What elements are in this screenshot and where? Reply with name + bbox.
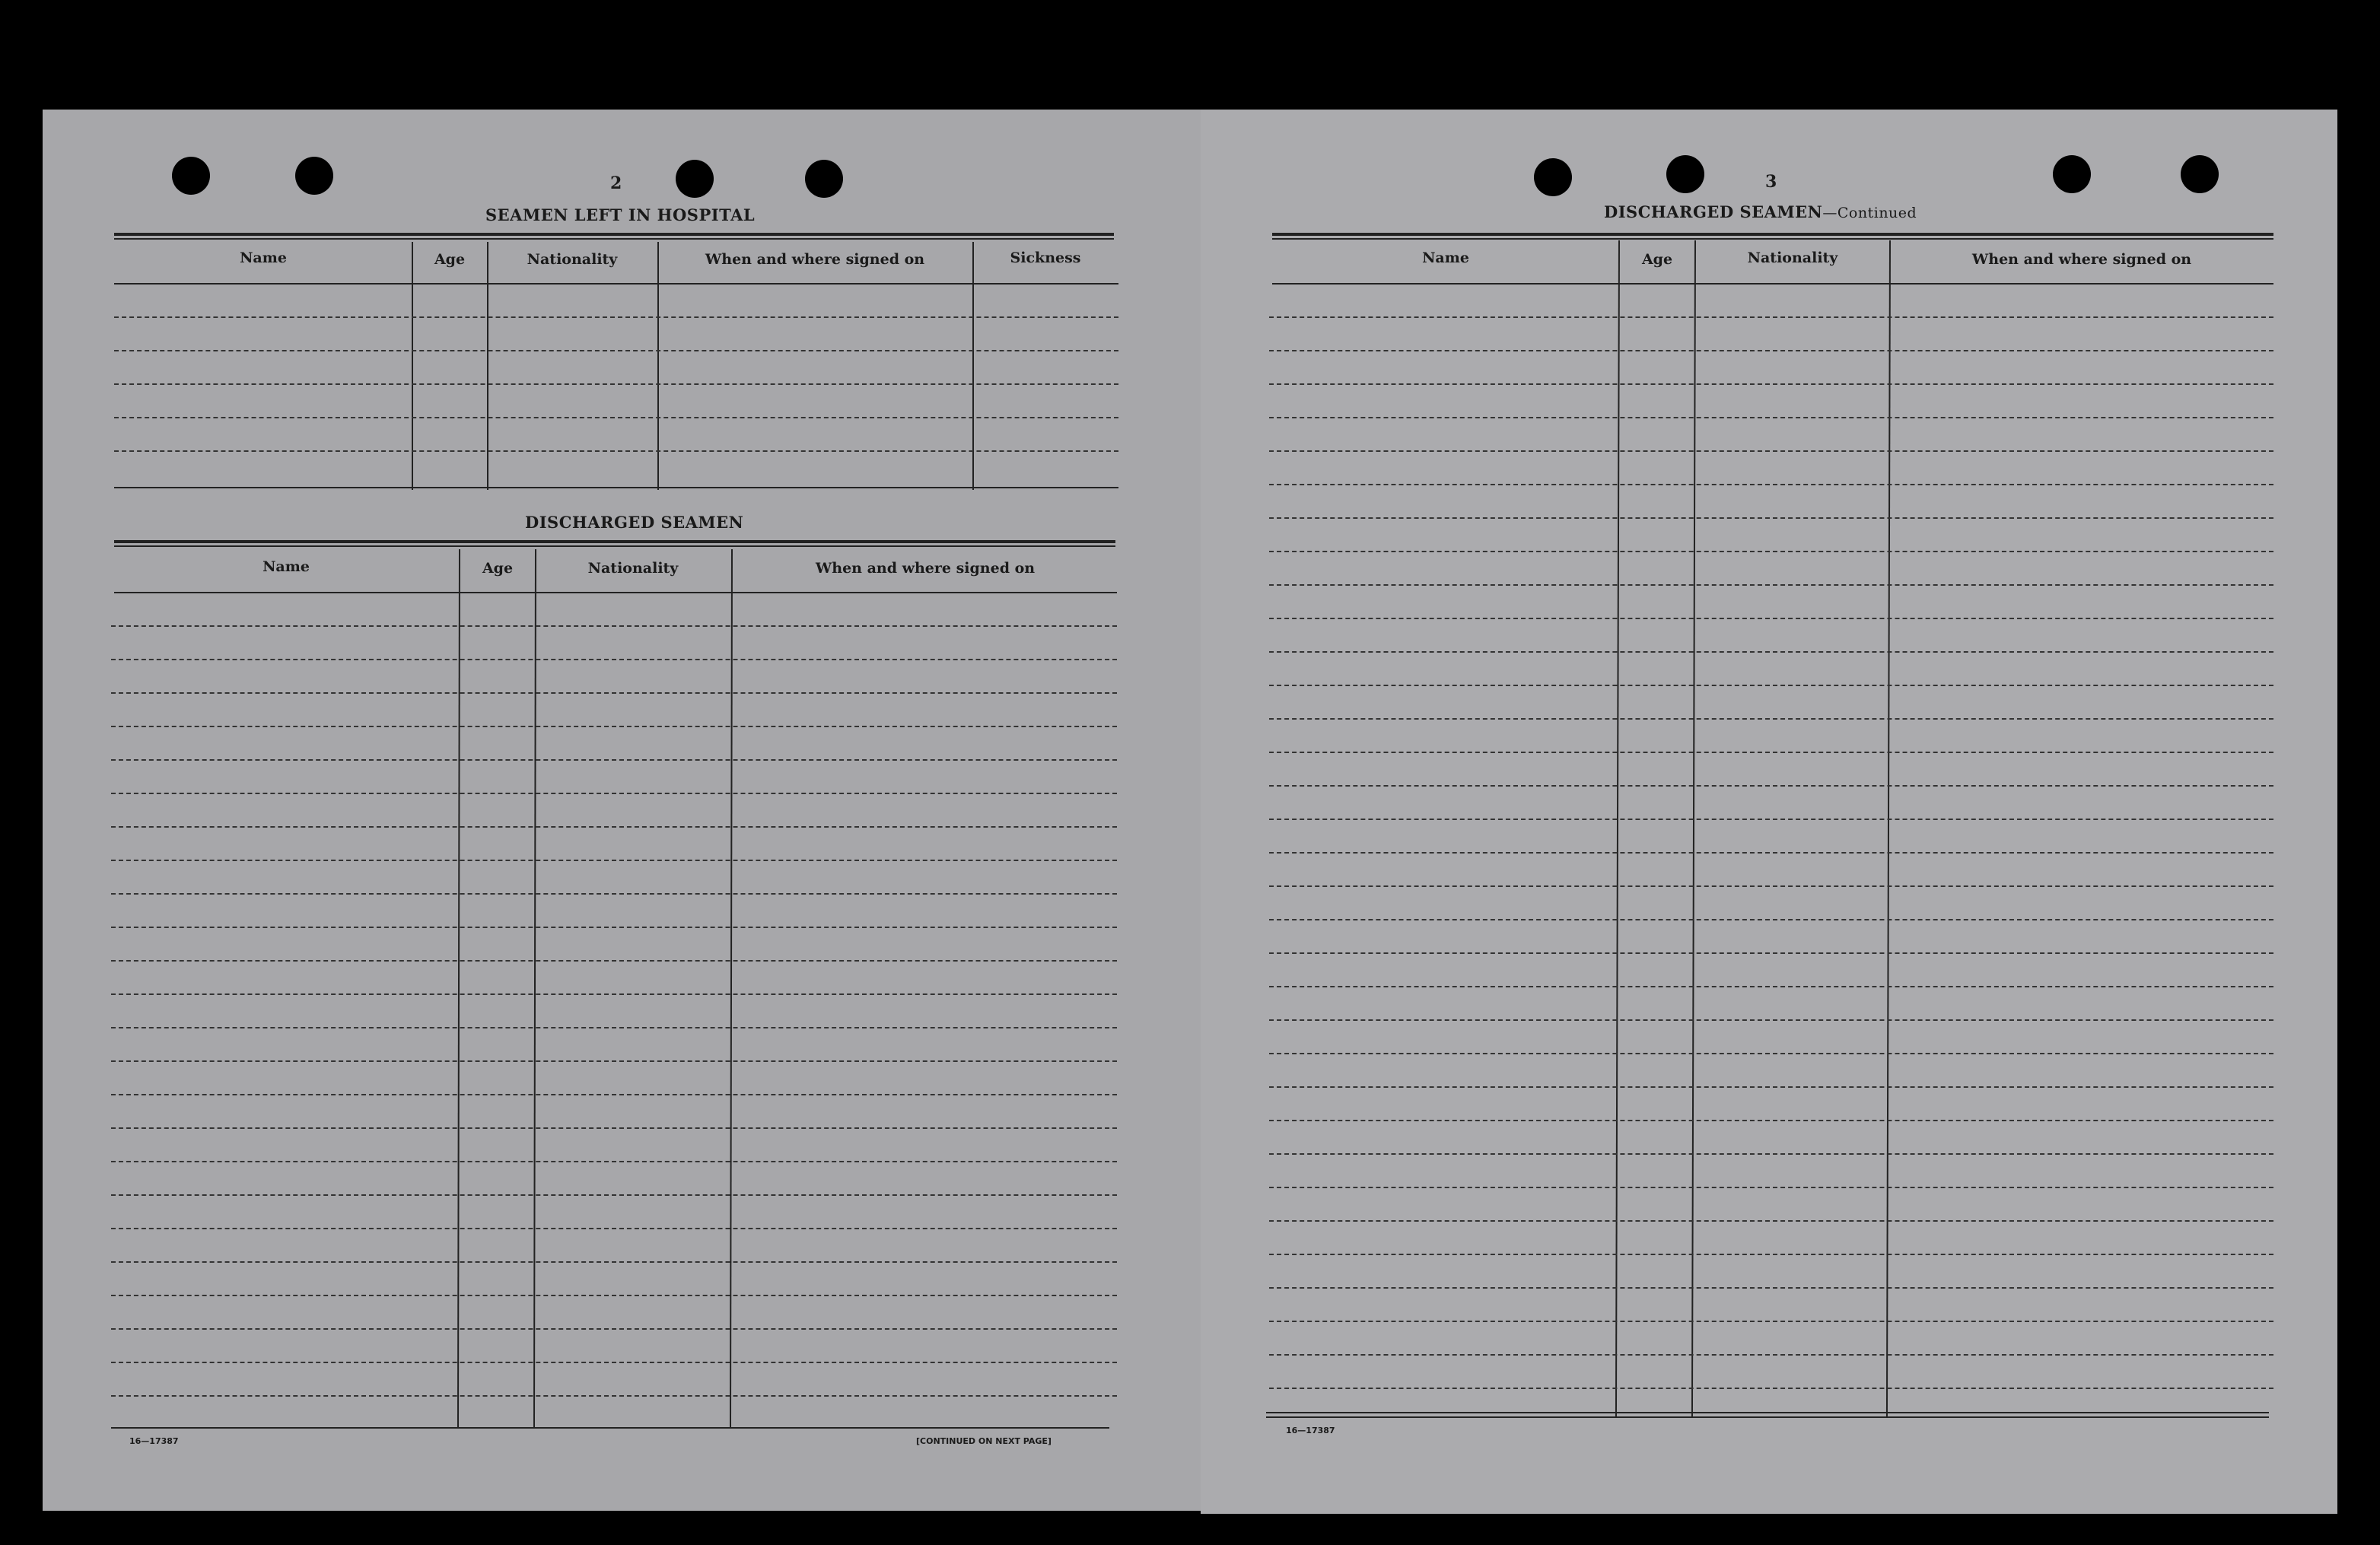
table-row	[111, 726, 1117, 727]
table-bottom-rule	[111, 1427, 1109, 1429]
table-row	[114, 450, 1118, 452]
table-row	[1269, 752, 2273, 753]
table-row	[114, 316, 1118, 318]
table-row	[111, 893, 1117, 895]
title-rule	[114, 238, 1114, 240]
form-number: 16—17387	[1286, 1426, 1335, 1435]
table-row	[1269, 383, 2273, 385]
punch-hole	[1534, 158, 1572, 196]
table-row	[1269, 618, 2273, 619]
header-rule	[1272, 283, 2273, 285]
column-divider	[487, 242, 488, 490]
table-row	[111, 625, 1117, 627]
page-number: 3	[1765, 172, 1777, 192]
header-rule	[114, 592, 1117, 593]
table-row	[1269, 986, 2273, 987]
table-row	[1269, 1388, 2273, 1389]
section-title-discharged-continued	[1604, 202, 1917, 221]
section-title-hospital: SEAMEN LEFT IN HOSPITAL	[485, 205, 756, 224]
table-row	[1269, 316, 2273, 318]
table-row	[1269, 517, 2273, 519]
table-row	[111, 1094, 1117, 1095]
title-rule	[114, 545, 1115, 547]
title-rule	[114, 540, 1115, 543]
table-row	[111, 826, 1117, 828]
punch-hole	[2181, 155, 2219, 193]
title-rule	[1272, 238, 2273, 240]
table-row	[111, 793, 1117, 794]
table-row	[1269, 417, 2273, 418]
table-row	[1269, 1187, 2273, 1188]
table-row	[1269, 584, 2273, 586]
punch-hole	[295, 157, 333, 195]
table-row	[111, 1362, 1117, 1363]
column-header-name: Name	[240, 250, 287, 266]
table-row	[111, 759, 1117, 761]
column-header-signed-on: When and where signed on	[705, 251, 925, 268]
table-row	[111, 1161, 1117, 1162]
table-row	[1269, 1120, 2273, 1121]
table-bottom-rule	[1266, 1412, 2269, 1413]
table-bottom-rule	[114, 487, 1118, 488]
column-header-nationality: Nationality	[587, 560, 679, 577]
table-row	[1269, 685, 2273, 686]
table-row	[1269, 819, 2273, 820]
header-rule	[114, 283, 1118, 285]
table-row	[1269, 919, 2273, 920]
table-row	[1269, 718, 2273, 720]
page-number: 2	[610, 173, 622, 193]
table-row	[1269, 1254, 2273, 1255]
punch-hole	[172, 157, 210, 195]
table-row	[1269, 1019, 2273, 1021]
title-rule	[1272, 233, 2273, 236]
form-number: 16—17387	[129, 1436, 179, 1446]
table-row	[111, 1127, 1117, 1129]
column-header-age: Age	[1641, 251, 1673, 268]
column-header-signed-on: When and where signed on	[815, 560, 1036, 577]
table-row	[114, 350, 1118, 351]
table-row	[1269, 1086, 2273, 1088]
table-row	[1269, 484, 2273, 485]
right-page	[1201, 110, 2337, 1514]
punch-hole	[2053, 155, 2091, 193]
table-row	[111, 927, 1117, 928]
table-row	[111, 993, 1117, 995]
table-row	[1269, 1287, 2273, 1289]
table-row	[1269, 1053, 2273, 1054]
left-page	[43, 110, 1201, 1511]
table-row	[1269, 350, 2273, 351]
table-row	[111, 659, 1117, 660]
table-row	[1269, 1153, 2273, 1155]
table-row	[111, 960, 1117, 962]
table-bottom-rule	[1266, 1416, 2269, 1418]
punch-hole	[1666, 155, 1704, 193]
column-header-age: Age	[434, 251, 466, 268]
table-row	[1269, 651, 2273, 653]
table-row	[111, 1261, 1117, 1263]
section-title-suffix: —Continued	[1822, 205, 1917, 221]
table-row	[111, 860, 1117, 861]
continued-note: [CONTINUED ON NEXT PAGE]	[916, 1436, 1052, 1446]
table-row	[111, 692, 1117, 694]
table-row	[114, 383, 1118, 385]
column-divider	[972, 242, 974, 490]
column-header-nationality: Nationality	[527, 251, 618, 268]
column-header-nationality: Nationality	[1747, 250, 1838, 266]
section-title-text: DISCHARGED SEAMEN	[1604, 202, 1823, 221]
table-row	[111, 1395, 1117, 1397]
table-row	[111, 1194, 1117, 1196]
column-divider	[657, 242, 659, 490]
table-row	[111, 1027, 1117, 1028]
column-divider	[412, 242, 413, 490]
table-row	[1269, 885, 2273, 887]
table-row	[1269, 450, 2273, 452]
table-row	[111, 1295, 1117, 1296]
table-row	[1269, 785, 2273, 787]
table-row	[111, 1228, 1117, 1229]
column-header-age: Age	[482, 560, 514, 577]
column-header-name: Name	[1422, 250, 1469, 266]
punch-hole	[676, 160, 714, 198]
title-rule	[114, 233, 1114, 236]
table-row	[1269, 551, 2273, 552]
section-title-discharged: DISCHARGED SEAMEN	[525, 513, 744, 532]
table-row	[1269, 1321, 2273, 1322]
table-row	[1269, 852, 2273, 854]
column-header-name: Name	[262, 558, 310, 575]
table-row	[111, 1328, 1117, 1330]
table-row	[1269, 1220, 2273, 1222]
column-header-signed-on: When and where signed on	[1971, 251, 2192, 268]
column-header-sickness: Sickness	[1010, 250, 1081, 266]
table-row	[114, 417, 1118, 418]
punch-hole	[805, 160, 843, 198]
table-row	[1269, 1354, 2273, 1356]
table-row	[1269, 952, 2273, 954]
table-row	[111, 1060, 1117, 1062]
